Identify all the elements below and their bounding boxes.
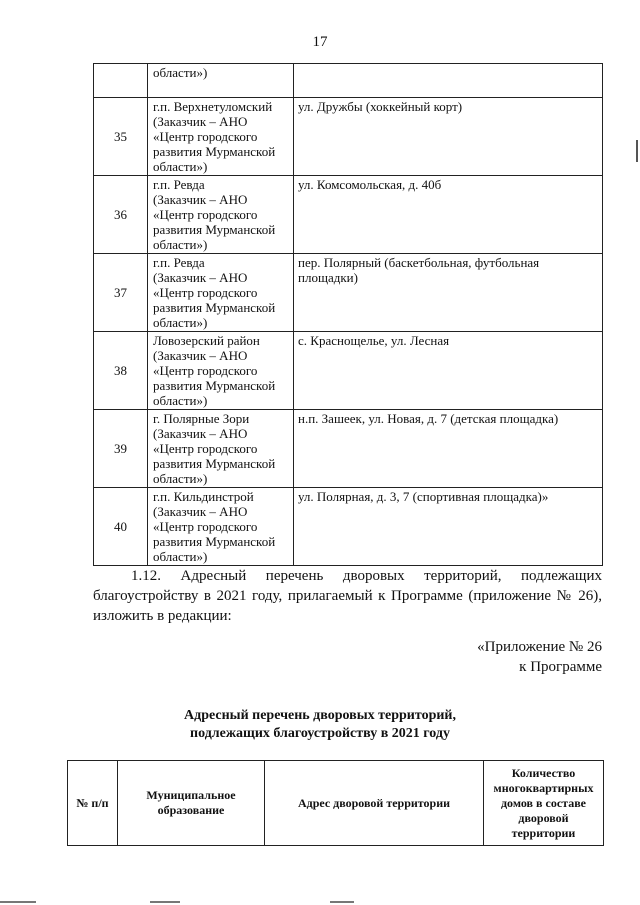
row-municipality: Ловозерский район (Заказчик – АНО «Центр городского развития Мурманской области») xyxy=(148,332,294,410)
row-municipality: г.п. Верхнетуломский (Заказчик – АНО «Центр городского развития Мурманской области») xyxy=(148,98,294,176)
appendix-line-2: к Программе xyxy=(519,659,602,675)
amendment-paragraph-text: 1.12. Адресный перечень дворовых территорий, подлежащих благоустройству в 2021 году, прилагаемый к Программе (приложение № 26), изложить в редакции: xyxy=(93,568,602,624)
header-row xyxy=(68,761,604,846)
scan-margin-mark xyxy=(636,140,638,162)
table-row xyxy=(94,488,603,566)
row-number: 40 xyxy=(94,488,148,566)
header-col-address: Адрес дворовой территории xyxy=(265,761,484,846)
table-row xyxy=(94,332,603,410)
page-number: 17 xyxy=(312,34,328,50)
row-address xyxy=(294,64,603,98)
table-row xyxy=(94,254,603,332)
table-row xyxy=(94,176,603,254)
row-address: ул. Дружбы (хоккейный корт) xyxy=(294,98,603,176)
row-address: ул. Полярная, д. 3, 7 (спортивная площадка)» xyxy=(294,488,603,566)
section-heading xyxy=(0,707,640,743)
row-address: ул. Комсомольская, д. 40б xyxy=(294,176,603,254)
heading-line-1: Адресный перечень дворовых территорий, xyxy=(184,708,456,723)
row-address: пер. Полярный (баскетбольная, футбольная площадки) xyxy=(294,254,603,332)
row-municipality: области») xyxy=(148,64,294,98)
row-municipality: г. Полярные Зори (Заказчик – АНО «Центр городского развития Мурманской области») xyxy=(148,410,294,488)
address-list-table xyxy=(93,63,603,566)
row-municipality: г.п. Ревда (Заказчик – АНО «Центр городского развития Мурманской области») xyxy=(148,254,294,332)
row-address: с. Краснощелье, ул. Лесная xyxy=(294,332,603,410)
row-number: 36 xyxy=(94,176,148,254)
heading-line-2: подлежащих благоустройству в 2021 году xyxy=(190,726,450,741)
table-row xyxy=(94,98,603,176)
table-row xyxy=(94,410,603,488)
row-number: 38 xyxy=(94,332,148,410)
header-col-municipality: Муниципальное образование xyxy=(118,761,265,846)
appendix-line-1: «Приложение № 26 xyxy=(477,639,602,655)
row-number: 35 xyxy=(94,98,148,176)
appendix-table-header xyxy=(67,760,604,846)
row-municipality: г.п. Кильдинстрой (Заказчик – АНО «Центр городского развития Мурманской области») xyxy=(148,488,294,566)
row-municipality: г.п. Ревда (Заказчик – АНО «Центр городского развития Мурманской области») xyxy=(148,176,294,254)
row-number: 39 xyxy=(94,410,148,488)
row-number xyxy=(94,64,148,98)
header-col-number: № п/п xyxy=(68,761,118,846)
scan-edge-artifacts xyxy=(0,897,640,905)
amendment-paragraph xyxy=(93,566,602,626)
appendix-reference xyxy=(477,637,602,677)
table-row xyxy=(94,64,603,98)
row-number: 37 xyxy=(94,254,148,332)
row-address: н.п. Зашеек, ул. Новая, д. 7 (детская площадка) xyxy=(294,410,603,488)
header-col-count: Количество многоквартирных домов в составе дворовой территории xyxy=(484,761,604,846)
